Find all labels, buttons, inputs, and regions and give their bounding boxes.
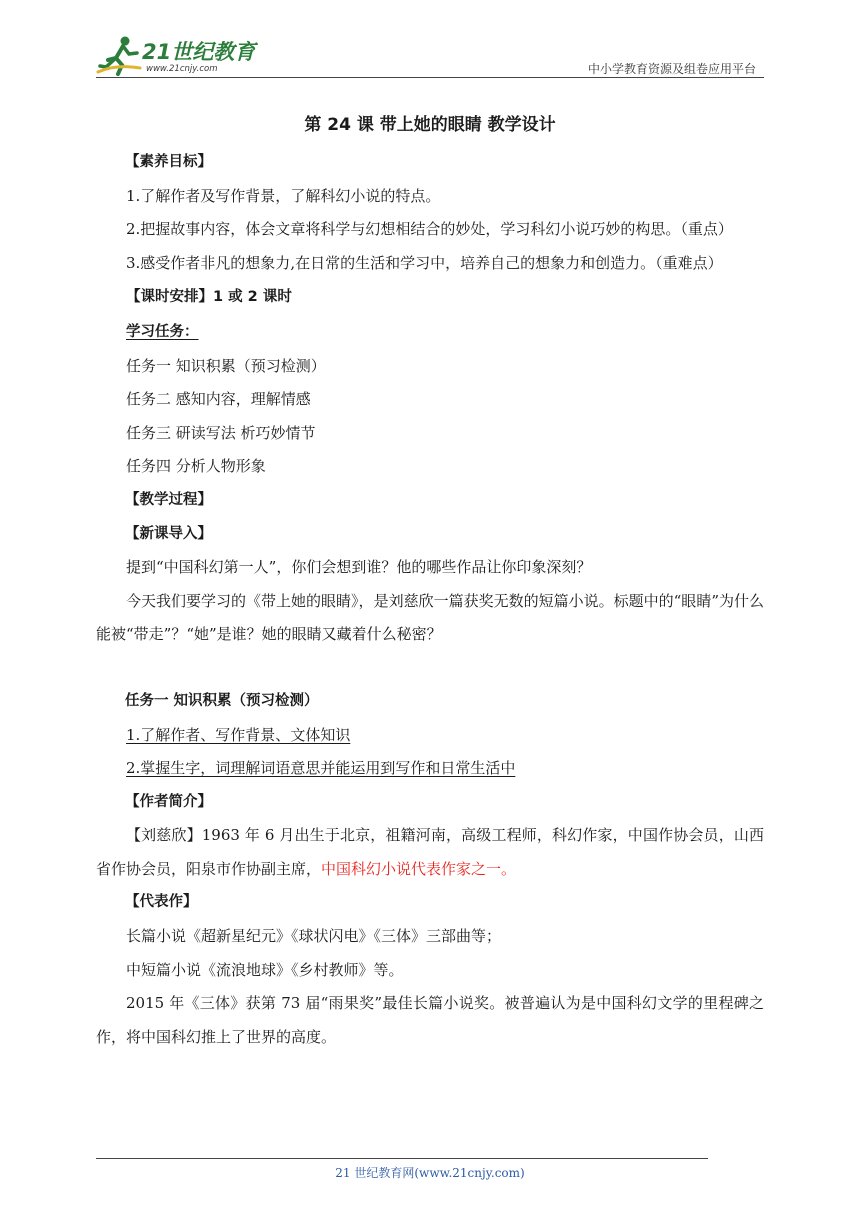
section-item: 2.掌握生字，词理解词语意思并能运用到写作和日常生活中: [126, 759, 516, 778]
author-heading: 【作者简介】: [125, 793, 212, 810]
task-item: 任务一 知识积累（预习检测）: [126, 356, 326, 375]
works-paragraph: 2015 年《三体》获第 73 届“雨果奖”最佳长篇小说奖。被普遍认为是中国科幻文学的里程碑之作，将中国科幻推上了世界的高度。: [96, 994, 764, 1046]
logo-url: www.21cnjy.com: [146, 64, 218, 74]
section-item-line: [96, 752, 764, 786]
author-highlight: 中国科幻小说代表作家之一。: [321, 859, 517, 878]
task-item: 任务二 感知内容，理解情感: [126, 390, 311, 409]
document-body: [96, 146, 764, 1054]
goal-item: 2.把握故事内容，体会文章将科学与幻想相结合的妙处，学习科幻小说巧妙的构思。（重点）: [126, 220, 733, 239]
goal-item: 1.了解作者及写作背景，了解科幻小说的特点。: [126, 186, 441, 205]
runner-logo-icon: [96, 34, 144, 78]
section-item: 1.了解作者、写作背景、文体知识: [126, 725, 351, 744]
logo-text: 21世纪教育: [142, 40, 256, 64]
tasks-heading-line: [96, 315, 764, 350]
works-item: 长篇小说《超新星纪元》《球状闪电》《三体》三部曲等；: [126, 927, 502, 946]
author-paragraph: [96, 819, 764, 886]
intro-paragraph: 今天我们要学习的《带上她的眼睛》，是刘慈欣一篇获奖无数的短篇小说。标题中的“眼睛”为什么能被“带走”？“她”是谁？她的眼睛又藏着什么秘密？: [96, 591, 764, 644]
intro-heading: 【新课导入】: [125, 525, 212, 542]
goals-heading: 【素养目标】: [125, 154, 212, 170]
task-item: 任务三 研读写法 析巧妙情节: [126, 423, 316, 442]
footer-divider: [96, 1158, 708, 1159]
task-item: 任务四 分析人物形象: [126, 457, 266, 476]
works-item: 中短篇小说《流浪地球》《乡村教师》等。: [126, 960, 404, 979]
schedule-value: 1 或 2 课时: [213, 289, 292, 306]
page-header: [96, 30, 764, 80]
schedule-line: [96, 280, 764, 315]
schedule-label: 【课时安排】: [126, 289, 213, 306]
section-heading: 任务一 知识积累（预习检测）: [125, 692, 319, 709]
goal-item: 3.感受作者非凡的想象力,在日常的生活和学习中，培养自己的想象力和创造力。（重难点）: [126, 253, 723, 272]
section-item-line: [96, 719, 764, 753]
header-divider: [96, 77, 764, 78]
document-title: 第 24 课 带上她的眼睛 教学设计: [304, 115, 556, 135]
spacer: [96, 652, 764, 685]
author-text: 【刘慈欣】1963 年 6 月出生于北京，祖籍河南，高级工程师，科幻作家，中国作协会员，山西省作协会员，阳泉市作协副主席，: [96, 826, 764, 878]
platform-name: 中小学教育资源及组卷应用平台: [587, 62, 756, 76]
footer-link[interactable]: 21 世纪教育网(www.21cnjy.com): [335, 1166, 525, 1180]
tasks-heading: 学习任务：: [126, 323, 199, 340]
works-heading: 【代表作】: [125, 894, 198, 911]
site-logo: [96, 34, 266, 78]
process-heading: 【教学过程】: [125, 491, 212, 508]
intro-paragraph: 提到“中国科幻第一人”，你们会想到谁？他的哪些作品让你印象深刻？: [126, 558, 592, 577]
